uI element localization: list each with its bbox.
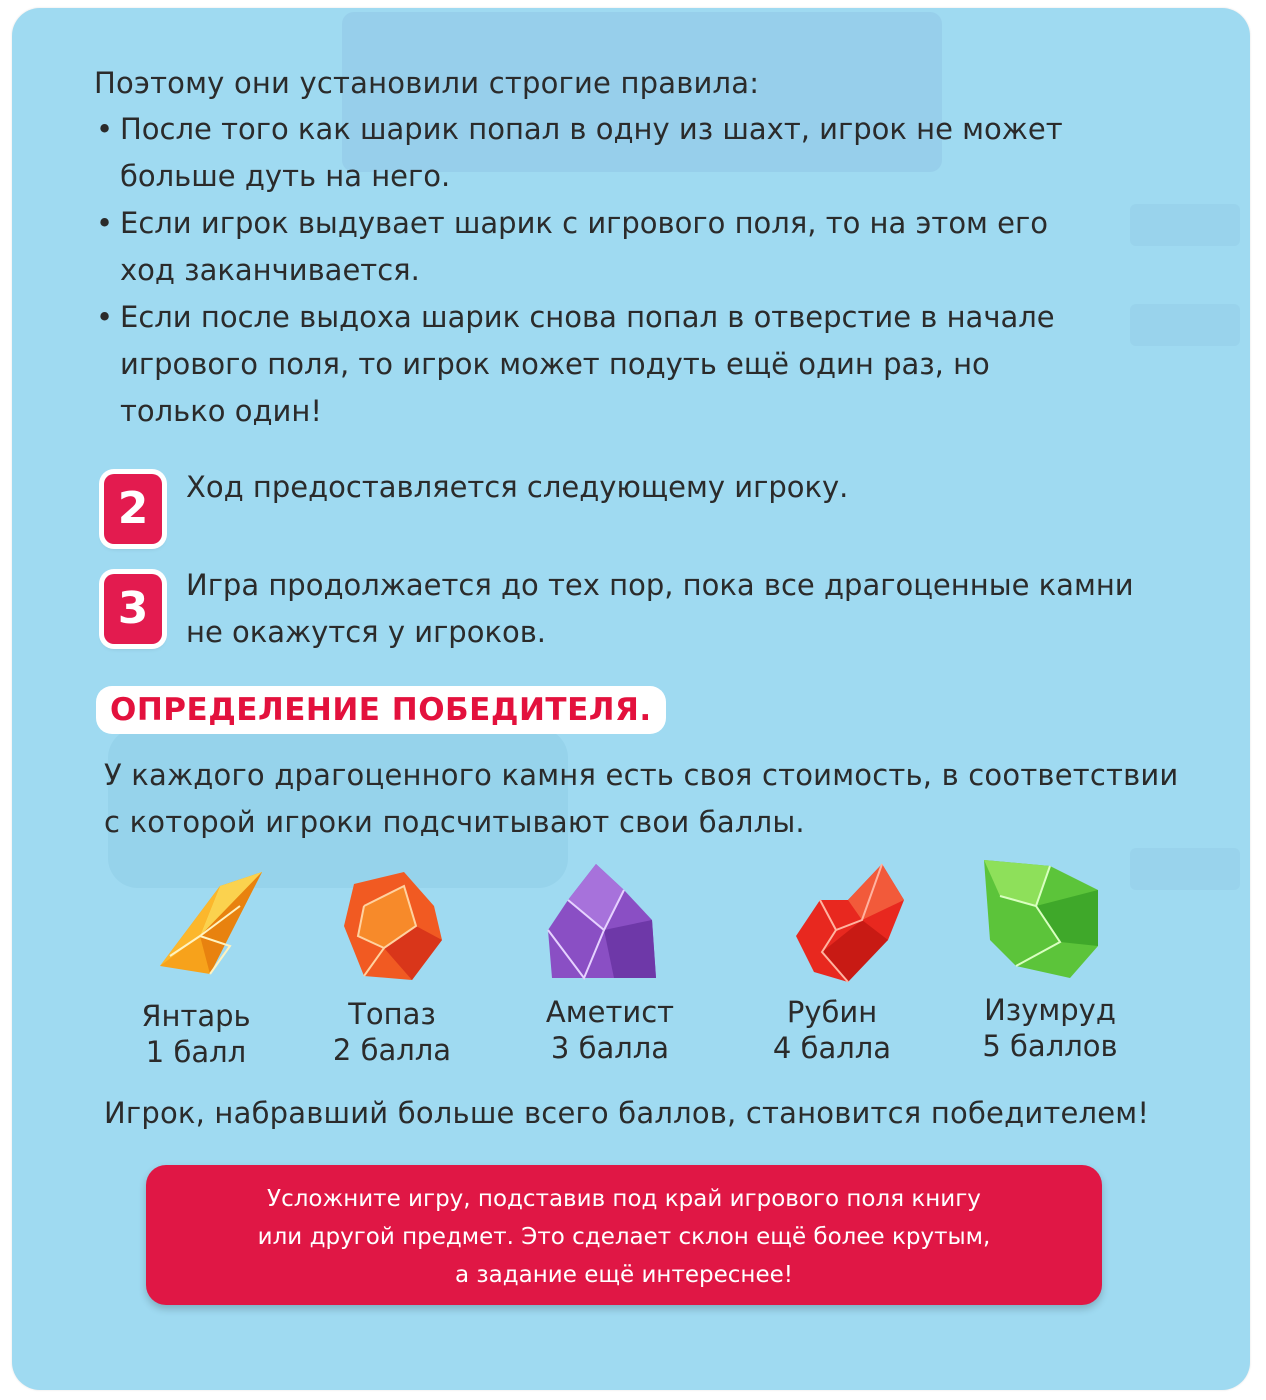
topaz-gem-icon xyxy=(334,866,454,986)
gem-points-label: 1 балл xyxy=(145,1035,247,1069)
rules-list xyxy=(94,106,1104,435)
callout-line: а задание ещё интереснее! xyxy=(455,1262,793,1288)
gem-points-label: 3 балла xyxy=(550,1031,670,1065)
step-text: Ход предоставляется следующему игроку. xyxy=(186,470,849,504)
step-number-badge: 2 xyxy=(104,474,162,544)
winner-section-heading: ОПРЕДЕЛЕНИЕ ПОБЕДИТЕЛЯ. xyxy=(96,686,666,734)
amethyst-gem-icon xyxy=(544,860,664,986)
gem-name-label: Изумруд xyxy=(984,993,1116,1027)
bleed-through-heading xyxy=(1130,304,1240,346)
gem-points-label: 4 балла xyxy=(772,1031,892,1065)
difficulty-tip-callout xyxy=(146,1165,1102,1305)
ruby-gem-icon xyxy=(792,860,912,986)
rule-item: • После того как шарик попал в одну из шахт, игрок не может больше дуть на него. xyxy=(94,106,1104,200)
step-number-badge: 3 xyxy=(104,574,162,644)
gem-name-label: Янтарь xyxy=(141,999,251,1033)
bleed-through-heading xyxy=(1130,204,1240,246)
winner-intro-text: У каждого драгоценного камня есть своя стоимость, в соответствии с которой игроки подсчитывают свои баллы. xyxy=(104,758,1179,839)
gem-name-label: Топаз xyxy=(348,997,436,1031)
emerald-gem-icon xyxy=(980,856,1102,982)
callout-line: Усложните игру, подставив под край игрового поля книгу xyxy=(267,1186,981,1212)
bleed-through-heading xyxy=(1130,848,1240,890)
callout-line: или другой предмет. Это сделает склон ещё более крутым, xyxy=(257,1224,991,1250)
amber-gem-icon xyxy=(150,866,270,986)
gem-points-label: 2 балла xyxy=(332,1033,452,1067)
gem-name-label: Рубин xyxy=(786,995,878,1029)
step-text: Игра продолжается до тех пор, пока все драгоценные камни не окажутся у игроков. xyxy=(186,568,1134,649)
gem-name-label: Аметист xyxy=(545,995,675,1029)
gem-points-label: 5 баллов xyxy=(982,1029,1118,1063)
rules-intro: Поэтому они установили строгие правила: xyxy=(94,66,760,100)
winner-rule-text: Игрок, набравший больше всего баллов, становится победителем! xyxy=(104,1096,1150,1130)
rule-item: • Если после выдоха шарик снова попал в отверстие в начале игрового поля, то игрок может подуть ещё один раз, но только один! xyxy=(94,294,1104,435)
rule-item: • Если игрок выдувает шарик с игрового поля, то на этом его ход заканчивается. xyxy=(94,200,1104,294)
